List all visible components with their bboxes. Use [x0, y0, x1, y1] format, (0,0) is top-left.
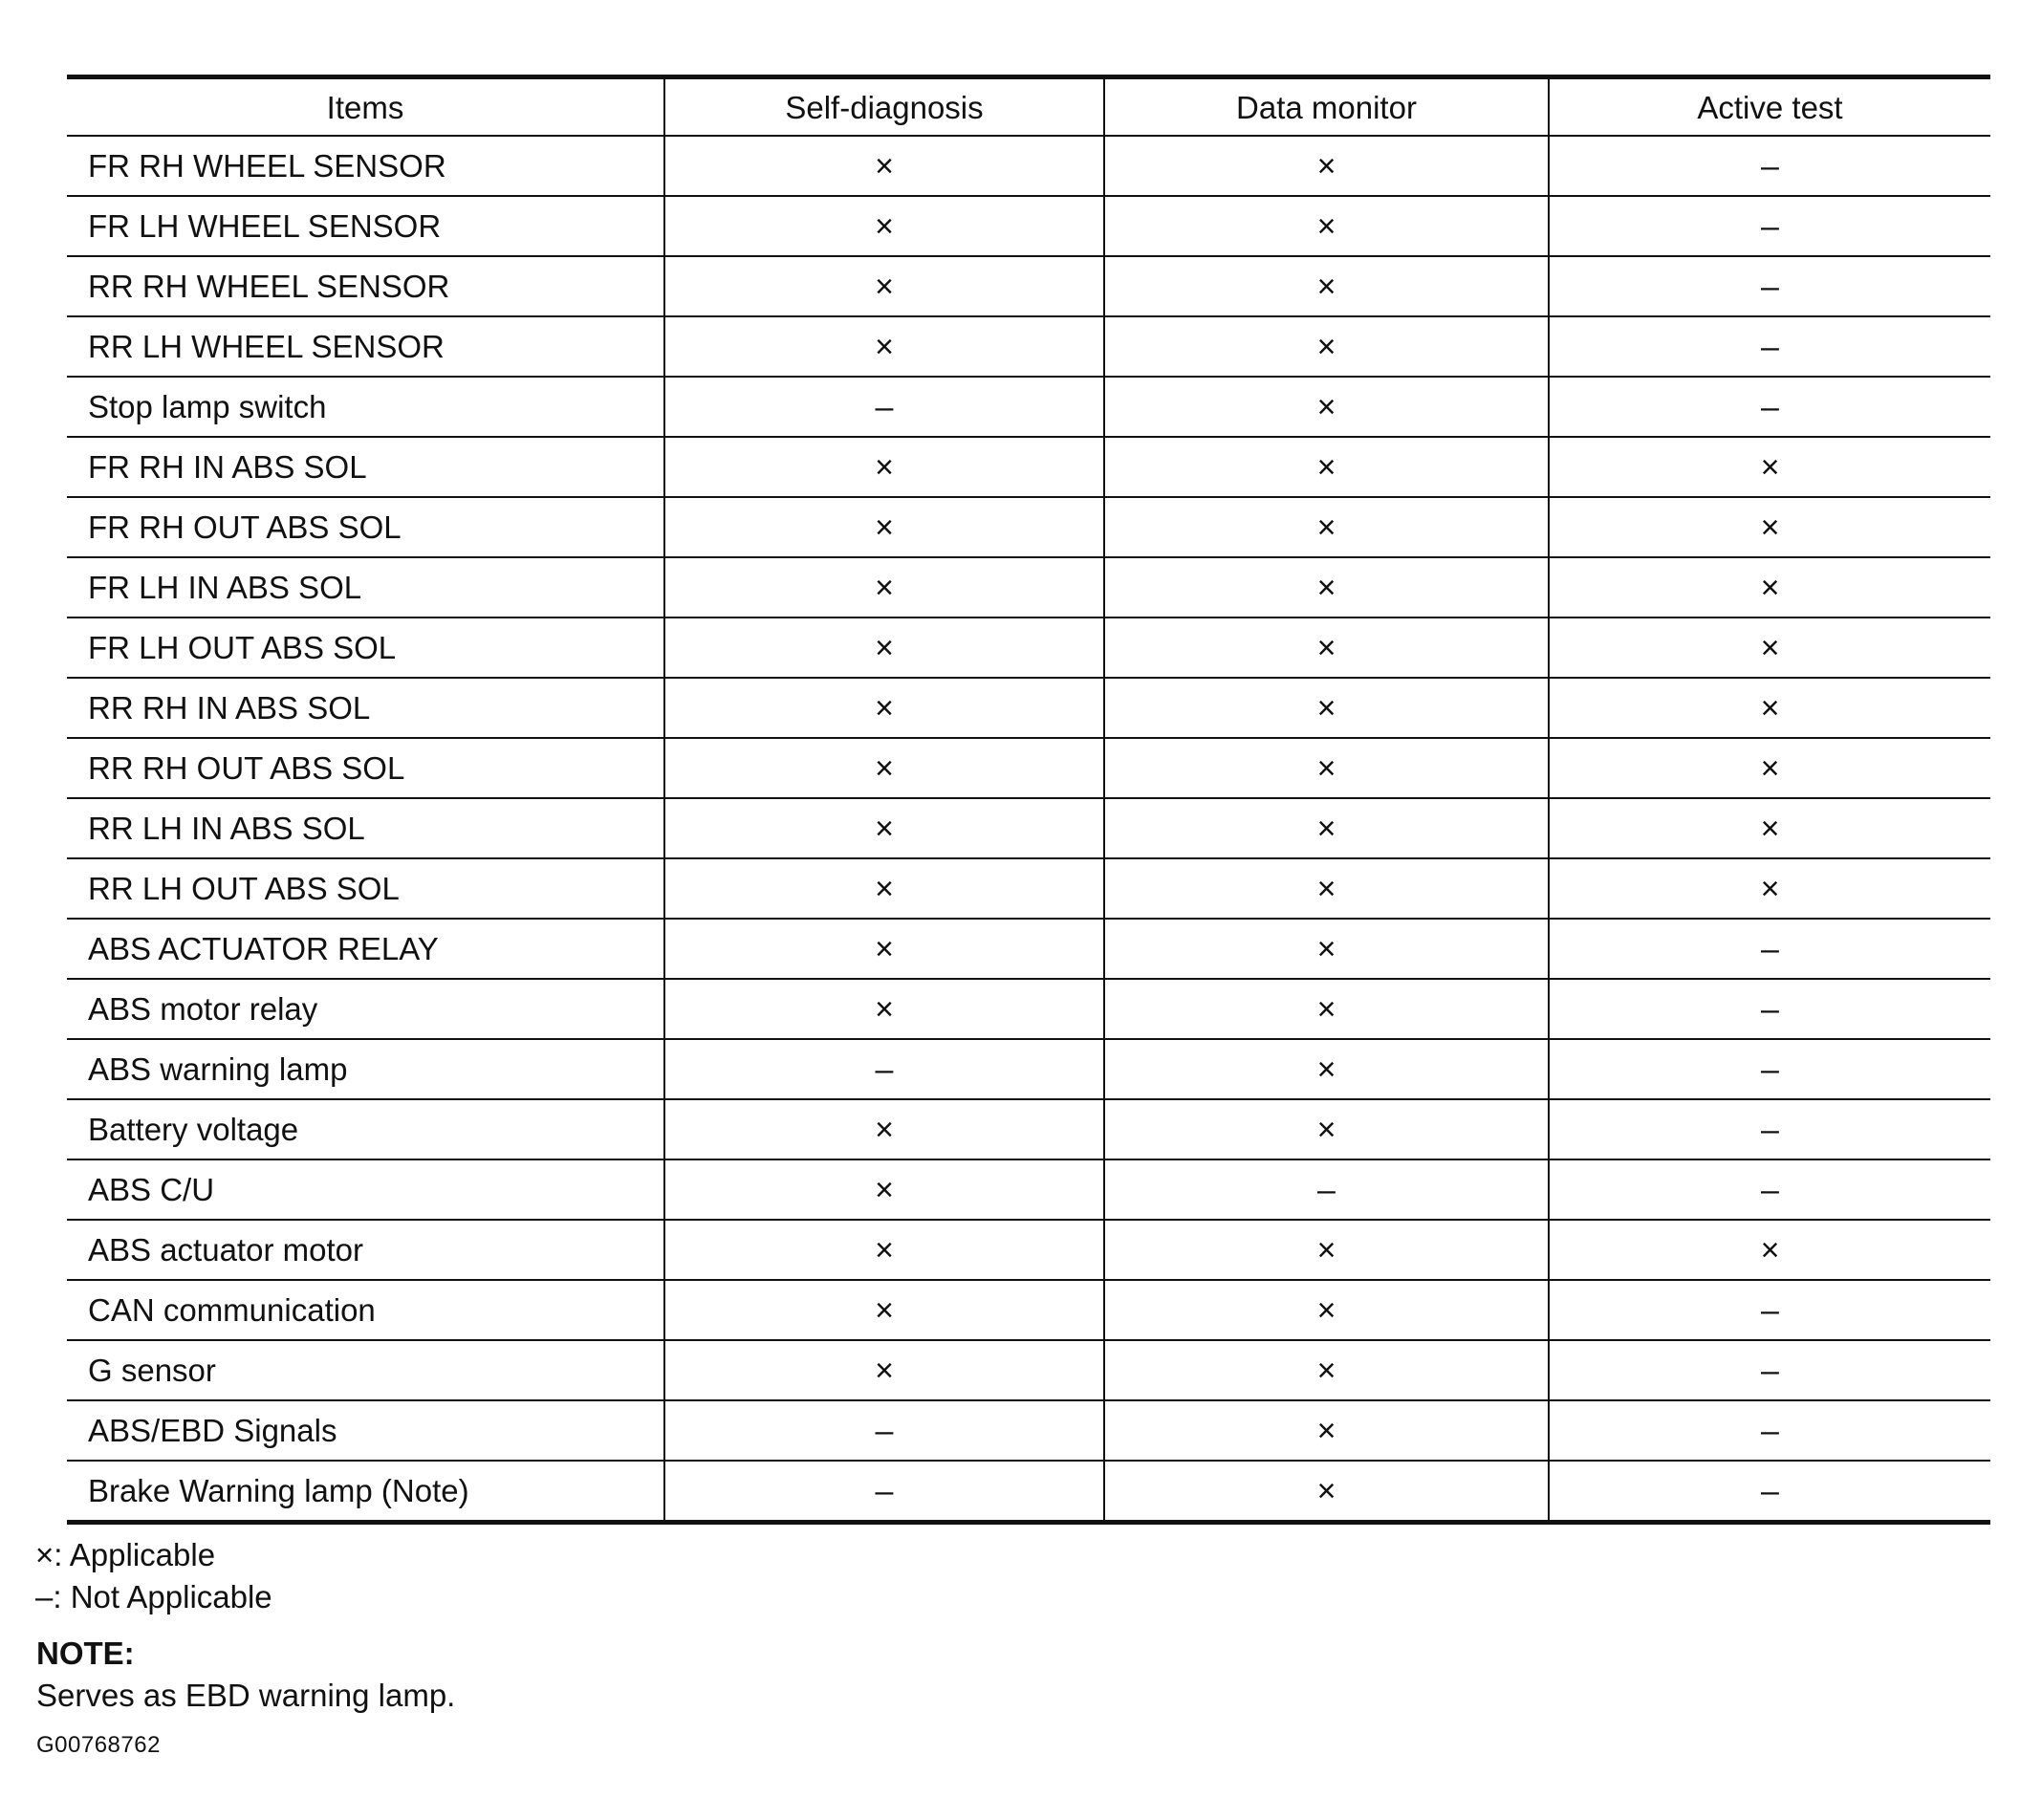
note — [36, 1633, 455, 1717]
table-row — [67, 738, 1990, 798]
data-monitor-cell: × — [1104, 497, 1549, 557]
legend-applicable: ×: Applicable — [35, 1537, 216, 1572]
item-cell: FR RH WHEEL SENSOR — [67, 136, 664, 196]
active-test-cell: – — [1549, 919, 1990, 979]
item-cell: ABS ACTUATOR RELAY — [67, 919, 664, 979]
data-monitor-cell: × — [1104, 858, 1549, 919]
table-row — [67, 678, 1990, 738]
data-monitor-cell: × — [1104, 1340, 1549, 1400]
table-row — [67, 437, 1990, 497]
active-test-cell: × — [1549, 858, 1990, 919]
active-test-cell: – — [1549, 196, 1990, 256]
item-cell: FR RH IN ABS SOL — [67, 437, 664, 497]
item-cell: FR RH OUT ABS SOL — [67, 497, 664, 557]
self-diagnosis-cell: × — [664, 497, 1104, 557]
self-diagnosis-cell: × — [664, 557, 1104, 618]
table-row — [67, 1159, 1990, 1220]
column-header-active-test: Active test — [1549, 77, 1990, 137]
data-monitor-cell: × — [1104, 678, 1549, 738]
table-row — [67, 1220, 1990, 1280]
active-test-cell: – — [1549, 256, 1990, 316]
active-test-cell: – — [1549, 136, 1990, 196]
active-test-cell: – — [1549, 1280, 1990, 1340]
data-monitor-cell: × — [1104, 919, 1549, 979]
active-test-cell: × — [1549, 1220, 1990, 1280]
active-test-cell: – — [1549, 1461, 1990, 1523]
self-diagnosis-cell: × — [664, 316, 1104, 377]
data-monitor-cell: × — [1104, 1461, 1549, 1523]
item-cell: G sensor — [67, 1340, 664, 1400]
data-monitor-cell: × — [1104, 557, 1549, 618]
item-cell: RR RH IN ABS SOL — [67, 678, 664, 738]
item-cell: ABS warning lamp — [67, 1039, 664, 1099]
active-test-cell: – — [1549, 1159, 1990, 1220]
item-cell: Brake Warning lamp (Note) — [67, 1461, 664, 1523]
active-test-cell: × — [1549, 738, 1990, 798]
table-row — [67, 1340, 1990, 1400]
self-diagnosis-cell: × — [664, 1099, 1104, 1159]
data-monitor-cell: × — [1104, 136, 1549, 196]
data-monitor-cell: × — [1104, 1400, 1549, 1461]
header-row — [67, 77, 1990, 137]
table-row — [67, 798, 1990, 858]
data-monitor-cell: × — [1104, 618, 1549, 678]
column-header-data-monitor: Data monitor — [1104, 77, 1549, 137]
active-test-cell: – — [1549, 1400, 1990, 1461]
self-diagnosis-cell: × — [664, 678, 1104, 738]
data-monitor-cell: × — [1104, 316, 1549, 377]
active-test-cell: – — [1549, 377, 1990, 437]
data-monitor-cell: × — [1104, 256, 1549, 316]
item-cell: FR LH IN ABS SOL — [67, 557, 664, 618]
note-text: Serves as EBD warning lamp. — [36, 1678, 456, 1713]
data-monitor-cell: × — [1104, 1039, 1549, 1099]
table-row — [67, 1280, 1990, 1340]
self-diagnosis-cell: × — [664, 196, 1104, 256]
self-diagnosis-cell: × — [664, 618, 1104, 678]
item-cell: RR LH WHEEL SENSOR — [67, 316, 664, 377]
active-test-cell: – — [1549, 979, 1990, 1039]
self-diagnosis-cell: × — [664, 798, 1104, 858]
table-row — [67, 136, 1990, 196]
active-test-cell: – — [1549, 1099, 1990, 1159]
table-row — [67, 497, 1990, 557]
active-test-cell: × — [1549, 437, 1990, 497]
item-cell: RR RH WHEEL SENSOR — [67, 256, 664, 316]
self-diagnosis-cell: × — [664, 1280, 1104, 1340]
item-cell: ABS motor relay — [67, 979, 664, 1039]
data-monitor-cell: × — [1104, 1220, 1549, 1280]
self-diagnosis-cell: – — [664, 1461, 1104, 1523]
table-row — [67, 1400, 1990, 1461]
table-body — [67, 136, 1990, 1523]
table-row — [67, 196, 1990, 256]
self-diagnosis-cell: × — [664, 919, 1104, 979]
item-cell: ABS C/U — [67, 1159, 664, 1220]
data-monitor-cell: × — [1104, 437, 1549, 497]
active-test-cell: × — [1549, 497, 1990, 557]
self-diagnosis-cell: × — [664, 1220, 1104, 1280]
table-row — [67, 1461, 1990, 1523]
item-cell: ABS/EBD Signals — [67, 1400, 664, 1461]
table-row — [67, 377, 1990, 437]
self-diagnosis-cell: × — [664, 979, 1104, 1039]
table-row — [67, 858, 1990, 919]
self-diagnosis-cell: × — [664, 136, 1104, 196]
self-diagnosis-cell: × — [664, 1340, 1104, 1400]
active-test-cell: × — [1549, 798, 1990, 858]
column-header-items: Items — [67, 77, 664, 137]
item-cell: RR RH OUT ABS SOL — [67, 738, 664, 798]
table-row — [67, 557, 1990, 618]
active-test-cell: × — [1549, 557, 1990, 618]
table-row — [67, 1099, 1990, 1159]
data-monitor-cell: – — [1104, 1159, 1549, 1220]
self-diagnosis-cell: × — [664, 437, 1104, 497]
item-cell: FR LH OUT ABS SOL — [67, 618, 664, 678]
figure-id: G00768762 — [36, 1732, 161, 1758]
item-cell: RR LH IN ABS SOL — [67, 798, 664, 858]
self-diagnosis-cell: × — [664, 738, 1104, 798]
table-header — [67, 77, 1990, 137]
self-diagnosis-cell: – — [664, 1039, 1104, 1099]
table-row — [67, 919, 1990, 979]
data-monitor-cell: × — [1104, 979, 1549, 1039]
function-matrix-table — [67, 75, 1990, 1525]
item-cell: RR LH OUT ABS SOL — [67, 858, 664, 919]
self-diagnosis-cell: – — [664, 377, 1104, 437]
data-monitor-cell: × — [1104, 1099, 1549, 1159]
data-monitor-cell: × — [1104, 196, 1549, 256]
table-row — [67, 1039, 1990, 1099]
active-test-cell: × — [1549, 618, 1990, 678]
active-test-cell: – — [1549, 1039, 1990, 1099]
table-row — [67, 618, 1990, 678]
item-cell: CAN communication — [67, 1280, 664, 1340]
data-monitor-cell: × — [1104, 798, 1549, 858]
self-diagnosis-cell: × — [664, 256, 1104, 316]
active-test-cell: – — [1549, 316, 1990, 377]
legend-not-applicable: –: Not Applicable — [35, 1579, 272, 1614]
data-monitor-cell: × — [1104, 738, 1549, 798]
table-row — [67, 316, 1990, 377]
self-diagnosis-cell: × — [664, 1159, 1104, 1220]
self-diagnosis-cell: – — [664, 1400, 1104, 1461]
item-cell: Stop lamp switch — [67, 377, 664, 437]
table-row — [67, 256, 1990, 316]
data-monitor-cell: × — [1104, 377, 1549, 437]
active-test-cell: – — [1549, 1340, 1990, 1400]
item-cell: Battery voltage — [67, 1099, 664, 1159]
column-header-self-diagnosis: Self-diagnosis — [664, 77, 1104, 137]
legend — [35, 1534, 272, 1618]
data-monitor-cell: × — [1104, 1280, 1549, 1340]
table-row — [67, 979, 1990, 1039]
item-cell: ABS actuator motor — [67, 1220, 664, 1280]
item-cell: FR LH WHEEL SENSOR — [67, 196, 664, 256]
note-title: NOTE: — [36, 1636, 135, 1671]
self-diagnosis-cell: × — [664, 858, 1104, 919]
active-test-cell: × — [1549, 678, 1990, 738]
